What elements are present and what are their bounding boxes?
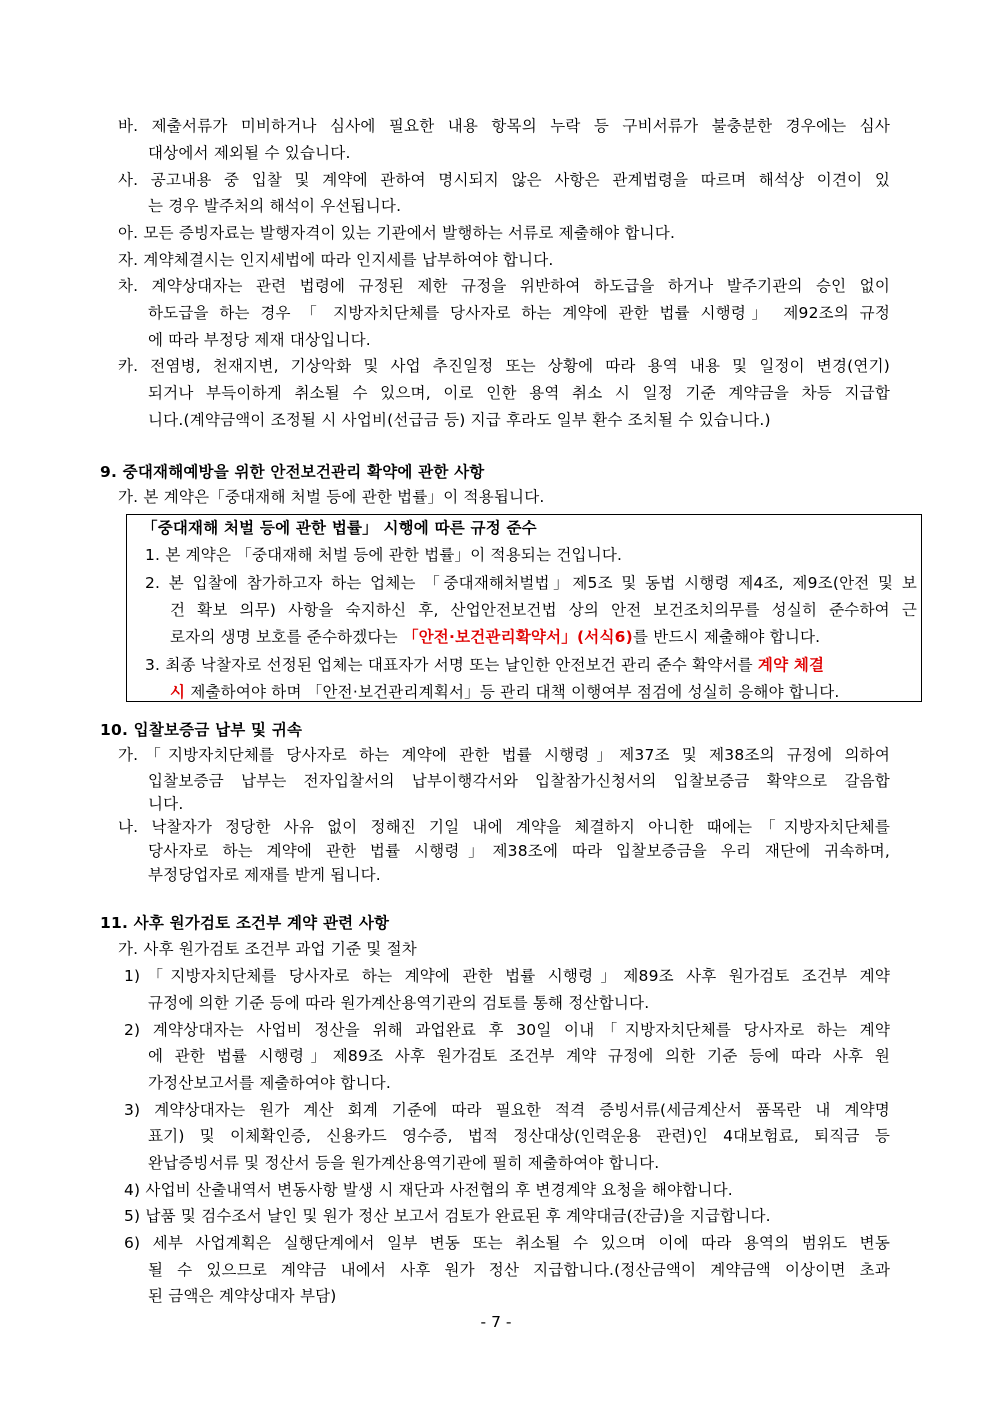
section-10-ga-line-1: 가.「지방자치단체를 당사자로 하는 계약에 관한 법률 시행령」제37조 및 제38조의 규정에 의하여 xyxy=(118,746,890,764)
item-sa-line-2: 는 경우 발주처의 해석이 우선됩니다. xyxy=(148,197,402,215)
safety-pledge-highlight: 「안전·보건관리확약서」(서식6) xyxy=(402,628,633,646)
box-title: 「중대재해 처벌 등에 관한 법률」 시행에 따른 규정 준수 xyxy=(142,519,537,537)
item-ja-line-1: 자. 계약체결시는 인지세법에 따라 인지세를 납부하여야 합니다. xyxy=(118,251,554,269)
item-cha-line-3: 에 따라 부정당 제재 대상입니다. xyxy=(148,331,371,349)
s11-item-2-line-2: 에 관한 법률 시행령」제89조 사후 원가검토 조건부 계약 규정에 의한 기준 등에 따라 사후 원 xyxy=(148,1047,890,1065)
s11-item-2-line-1: 2) 계약상대자는 사업비 정산을 위해 과업완료 후 30일 이내「지방자치단체를 당사자로 하는 계약 xyxy=(124,1021,890,1039)
s11-item-6-line-3: 된 금액은 계약상대자 부담) xyxy=(148,1287,337,1305)
box-item-2-text-end: 를 반드시 제출해야 합니다. xyxy=(632,628,821,646)
s11-item-1-line-1: 1)「지방자치단체를 당사자로 하는 계약에 관한 법률 시행령」제89조 사후 원가검토 조건부 계약 xyxy=(124,967,890,985)
box-item-2-line-1: 2. 본 입찰에 참가하고자 하는 업체는 「중대재해처벌법」제5조 및 동법 시행령 제4조, 제9조(안전 및 보 xyxy=(145,574,917,592)
item-ka-line-2: 되거나 부득이하게 취소될 수 있으며, 이로 인한 용역 취소 시 일정 기준 계약금을 차등 지급합 xyxy=(148,384,890,402)
box-item-2-line-3 xyxy=(170,627,820,647)
section-10-na-line-2: 당사자로 하는 계약에 관한 법률 시행령」제38조에 따라 입찰보증금을 우리 재단에 귀속하며, xyxy=(148,842,890,860)
box-item-3-line-1 xyxy=(145,655,824,675)
box-item-3-line-2 xyxy=(170,682,840,702)
section-10-title: 10. 입찰보증금 납부 및 귀속 xyxy=(100,721,303,739)
box-item-2-text: 로자의 생명 보호를 준수하겠다는 xyxy=(170,628,403,646)
item-a-line-1: 아. 모든 증빙자료는 발행자격이 있는 기관에서 발행하는 서류로 제출해야 합니다. xyxy=(118,224,676,242)
item-ba-line-1: 바. 제출서류가 미비하거나 심사에 필요한 내용 항목의 누락 등 구비서류가 불충분한 경우에는 심사 xyxy=(118,117,890,135)
s11-item-1-line-2: 규정에 의한 기준 등에 따라 원가계산용역기관의 검토를 통해 정산합니다. xyxy=(148,994,650,1012)
item-ba-line-2: 대상에서 제외될 수 있습니다. xyxy=(148,144,351,162)
item-sa-line-1: 사. 공고내용 중 입찰 및 계약에 관하여 명시되지 않은 사항은 관계법령을 따르며 해석상 이견이 있 xyxy=(118,171,890,189)
s11-item-3-line-3: 완납증빙서류 및 정산서 등을 원가계산용역기관에 필히 제출하여야 합니다. xyxy=(148,1154,660,1172)
s11-item-4: 4) 사업비 산출내역서 변동사항 발생 시 재단과 사전협의 후 변경계약 요청을 해야합니다. xyxy=(124,1181,733,1199)
section-9-title: 9. 중대재해예방을 위한 안전보건관리 확약에 관한 사항 xyxy=(100,463,485,481)
page-number: - 7 - xyxy=(480,1313,512,1331)
box-item-1: 1. 본 계약은 「중대재해 처벌 등에 관한 법률」이 적용되는 건입니다. xyxy=(145,546,623,564)
s11-item-2-line-3: 가정산보고서를 제출하여야 합니다. xyxy=(148,1074,391,1092)
section-10-na-line-3: 부정당업자로 제재를 받게 됩니다. xyxy=(148,866,381,884)
section-11-item-ga: 가. 사후 원가검토 조건부 과업 기준 및 절차 xyxy=(118,940,417,958)
item-ka-line-3: 니다.(계약금액이 조정될 시 사업비(선급금 등) 지급 후라도 일부 환수 조치될 수 있습니다.) xyxy=(148,411,771,429)
contract-signing-highlight: 계약 체결 xyxy=(757,656,825,674)
s11-item-6-line-2: 될 수 있으므로 계약금 내에서 사후 원가 정산 지급합니다.(정산금액이 계약금액 이상이면 초과 xyxy=(148,1261,890,1279)
contract-signing-highlight-end: 시 xyxy=(170,683,186,701)
s11-item-3-line-1: 3) 계약상대자는 원가 계산 회계 기준에 따라 필요한 적격 증빙서류(세금계산서 품목란 내 계약명 xyxy=(124,1101,890,1119)
section-11-title: 11. 사후 원가검토 조건부 계약 관련 사항 xyxy=(100,914,390,932)
item-cha-line-2: 하도급을 하는 경우 「 지방자치단체를 당사자로 하는 계약에 관한 법률 시행령」 제92조의 규정 xyxy=(148,304,890,322)
section-10-ga-line-3: 니다. xyxy=(148,795,184,813)
s11-item-3-line-2: 표기) 및 이체확인증, 신용카드 영수증, 법적 정산대상(인력운용 관련)인 4대보험료, 퇴직금 등 xyxy=(148,1127,890,1145)
section-10-na-line-1: 나. 낙찰자가 정당한 사유 없이 정해진 기일 내에 계약을 체결하지 아니한 때에는「지방자치단체를 xyxy=(118,818,890,836)
box-item-3-text-end: 제출하여야 하며 「안전·보건관리계획서」등 관리 대책 이행여부 점검에 성실히 응해야 합니다. xyxy=(185,683,840,701)
item-ka-line-1: 카. 전염병, 천재지변, 기상악화 및 사업 추진일정 또는 상황에 따라 용역 내용 및 일정이 변경(연기) xyxy=(118,357,890,375)
section-10-ga-line-2: 입찰보증금 납부는 전자입찰서의 납부이행각서와 입찰참가신청서의 입찰보증금 확약으로 갈음합 xyxy=(148,772,890,790)
s11-item-5: 5) 납품 및 검수조서 날인 및 원가 정산 보고서 검토가 완료된 후 계약대금(잔금)을 지급합니다. xyxy=(124,1207,771,1225)
box-item-2-line-2: 건 확보 의무) 사항을 숙지하신 후, 산업안전보건법 상의 안전 보건조치의무를 성실히 준수하여 근 xyxy=(170,601,917,619)
box-item-3-text: 3. 최종 낙찰자로 선정된 업체는 대표자가 서명 또는 날인한 안전보건 관리 준수 확약서를 xyxy=(145,656,758,674)
s11-item-6-line-1: 6) 세부 사업계획은 실행단계에서 일부 변동 또는 취소될 수 있으며 이에 따라 용역의 범위도 변동 xyxy=(124,1234,890,1252)
item-cha-line-1: 차. 계약상대자는 관련 법령에 규정된 제한 규정을 위반하여 하도급을 하거나 발주기관의 승인 없이 xyxy=(118,277,890,295)
section-9-item-ga: 가. 본 계약은「중대재해 처벌 등에 관한 법률」이 적용됩니다. xyxy=(118,488,545,506)
